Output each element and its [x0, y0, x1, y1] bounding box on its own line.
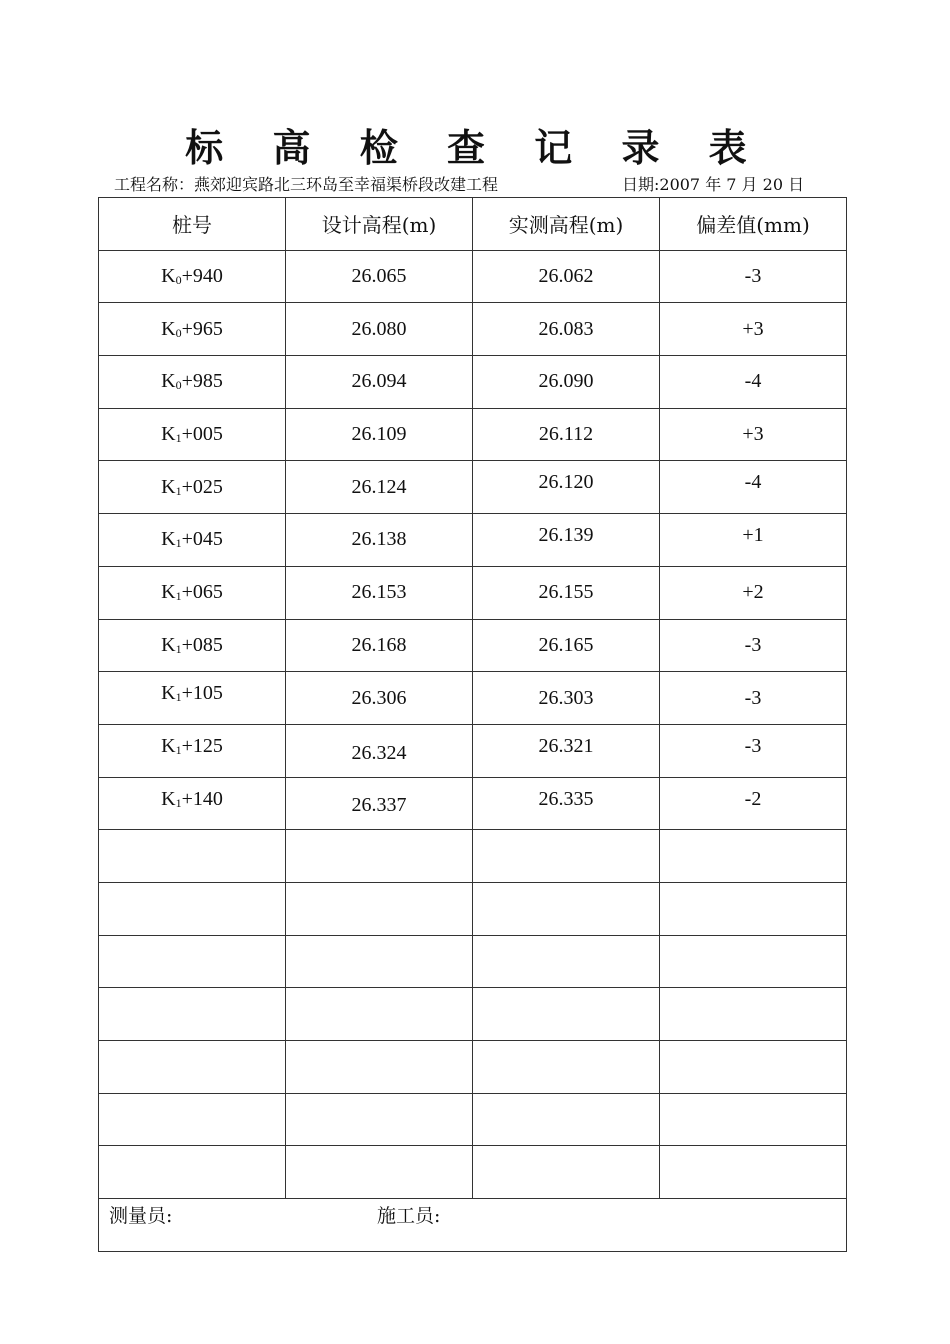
station-prefix: K [161, 682, 176, 705]
design-elevation-cell: 26.080 [286, 303, 473, 356]
design-elevation-cell: 26.094 [286, 356, 473, 409]
station-prefix: K [161, 787, 176, 810]
table-row [99, 250, 847, 303]
empty-cell [286, 830, 473, 883]
empty-table-row [99, 1146, 847, 1199]
empty-table-row [99, 935, 847, 988]
empty-table-row [99, 1093, 847, 1146]
station-subscript: 0 [175, 325, 182, 340]
table-row [99, 566, 847, 619]
measured-elevation-cell: 26.335 [473, 777, 660, 830]
empty-cell [660, 830, 847, 883]
empty-cell [286, 1041, 473, 1094]
design-elevation-cell: 26.124 [286, 461, 473, 514]
deviation-cell: +1 [660, 514, 847, 567]
station-suffix: +045 [181, 528, 223, 551]
table-row [99, 461, 847, 514]
table-row [99, 777, 847, 830]
deviation-cell: -4 [660, 356, 847, 409]
station-suffix: +085 [181, 633, 223, 656]
design-elevation-cell: 26.337 [286, 777, 473, 830]
station-subscript: 0 [175, 378, 182, 393]
station-suffix: +065 [181, 581, 223, 604]
deviation-cell: -3 [660, 672, 847, 725]
empty-table-row [99, 830, 847, 883]
station-cell [99, 303, 286, 356]
measured-elevation-cell: 26.321 [473, 724, 660, 777]
record-date: 日期:2007 年 7 月 20 日 [622, 175, 805, 194]
station-suffix: +940 [181, 265, 223, 288]
page-title: 标 高 检 查 记 录 表 [185, 125, 765, 170]
table-row [99, 408, 847, 461]
empty-cell [286, 1093, 473, 1146]
station-subscript: 1 [175, 589, 182, 604]
empty-cell [473, 1146, 660, 1199]
measured-elevation-cell: 26.062 [473, 250, 660, 303]
empty-cell [286, 988, 473, 1041]
station-prefix: K [161, 317, 176, 340]
project-name: 工程名称：燕郊迎宾路北三环岛至幸福渠桥段改建工程 [114, 175, 499, 194]
measured-elevation-cell: 26.303 [473, 672, 660, 725]
station-suffix: +140 [181, 787, 223, 810]
empty-table-row [99, 988, 847, 1041]
empty-cell [660, 1093, 847, 1146]
design-elevation-cell: 26.153 [286, 566, 473, 619]
measured-elevation-cell: 26.165 [473, 619, 660, 672]
column-header-deviation: 偏差值(mm) [660, 198, 847, 251]
station-cell [99, 724, 286, 777]
empty-cell [99, 1041, 286, 1094]
station-subscript: 0 [175, 273, 182, 288]
deviation-cell: -3 [660, 619, 847, 672]
empty-cell [660, 1041, 847, 1094]
station-cell [99, 461, 286, 514]
empty-cell [473, 988, 660, 1041]
empty-cell [286, 935, 473, 988]
design-elevation-cell: 26.306 [286, 672, 473, 725]
station-subscript: 1 [175, 536, 182, 551]
measured-elevation-cell: 26.139 [473, 514, 660, 567]
empty-cell [473, 882, 660, 935]
station-prefix: K [161, 423, 176, 446]
table-row [99, 619, 847, 672]
header-info [114, 174, 844, 196]
empty-cell [660, 935, 847, 988]
deviation-cell: -3 [660, 250, 847, 303]
deviation-cell: +3 [660, 303, 847, 356]
empty-cell [660, 988, 847, 1041]
empty-cell [99, 1146, 286, 1199]
empty-cell [660, 1146, 847, 1199]
design-elevation-cell: 26.109 [286, 408, 473, 461]
station-prefix: K [161, 475, 176, 498]
station-suffix: +125 [181, 734, 223, 757]
measured-elevation-cell: 26.155 [473, 566, 660, 619]
design-elevation-cell: 26.324 [286, 724, 473, 777]
column-header-design-elevation: 设计高程(m) [286, 198, 473, 251]
builder-label: 施工员: [377, 1205, 441, 1228]
deviation-cell: -2 [660, 777, 847, 830]
station-prefix: K [161, 528, 176, 551]
station-subscript: 1 [175, 641, 182, 656]
measured-elevation-cell: 26.120 [473, 461, 660, 514]
deviation-cell: +3 [660, 408, 847, 461]
station-prefix: K [161, 633, 176, 656]
empty-cell [660, 882, 847, 935]
signature-row [99, 1199, 847, 1252]
station-cell [99, 514, 286, 567]
empty-cell [286, 1146, 473, 1199]
station-subscript: 1 [175, 483, 182, 498]
station-subscript: 1 [175, 690, 182, 705]
empty-cell [99, 1093, 286, 1146]
table-row [99, 672, 847, 725]
table-row [99, 724, 847, 777]
table-row [99, 356, 847, 409]
deviation-cell: +2 [660, 566, 847, 619]
station-prefix: K [161, 265, 176, 288]
station-cell [99, 408, 286, 461]
empty-cell [473, 1041, 660, 1094]
empty-cell [286, 882, 473, 935]
station-prefix: K [161, 370, 176, 393]
station-suffix: +965 [181, 317, 223, 340]
measured-elevation-cell: 26.083 [473, 303, 660, 356]
empty-table-row [99, 882, 847, 935]
table-row [99, 303, 847, 356]
surveyor-label: 测量员: [109, 1205, 173, 1228]
station-cell [99, 250, 286, 303]
design-elevation-cell: 26.138 [286, 514, 473, 567]
empty-cell [473, 830, 660, 883]
station-subscript: 1 [175, 795, 182, 810]
elevation-record-table [98, 197, 847, 1252]
station-suffix: +985 [181, 370, 223, 393]
station-suffix: +005 [181, 423, 223, 446]
design-elevation-cell: 26.065 [286, 250, 473, 303]
station-prefix: K [161, 734, 176, 757]
station-cell [99, 619, 286, 672]
empty-cell [99, 935, 286, 988]
deviation-cell: -3 [660, 724, 847, 777]
column-header-station: 桩号 [99, 198, 286, 251]
station-prefix: K [161, 581, 176, 604]
measured-elevation-cell: 26.090 [473, 356, 660, 409]
empty-table-row [99, 1041, 847, 1094]
station-cell [99, 672, 286, 725]
empty-cell [99, 988, 286, 1041]
measured-elevation-cell: 26.112 [473, 408, 660, 461]
empty-cell [473, 935, 660, 988]
station-cell [99, 356, 286, 409]
station-suffix: +105 [181, 682, 223, 705]
station-suffix: +025 [181, 475, 223, 498]
design-elevation-cell: 26.168 [286, 619, 473, 672]
station-subscript: 1 [175, 431, 182, 446]
station-cell [99, 777, 286, 830]
column-header-measured-elevation: 实测高程(m) [473, 198, 660, 251]
header-row [99, 198, 847, 251]
table-row [99, 514, 847, 567]
station-cell [99, 566, 286, 619]
empty-cell [99, 882, 286, 935]
empty-cell [99, 830, 286, 883]
signature-cell [99, 1199, 847, 1252]
station-subscript: 1 [175, 742, 182, 757]
empty-cell [473, 1093, 660, 1146]
deviation-cell: -4 [660, 461, 847, 514]
